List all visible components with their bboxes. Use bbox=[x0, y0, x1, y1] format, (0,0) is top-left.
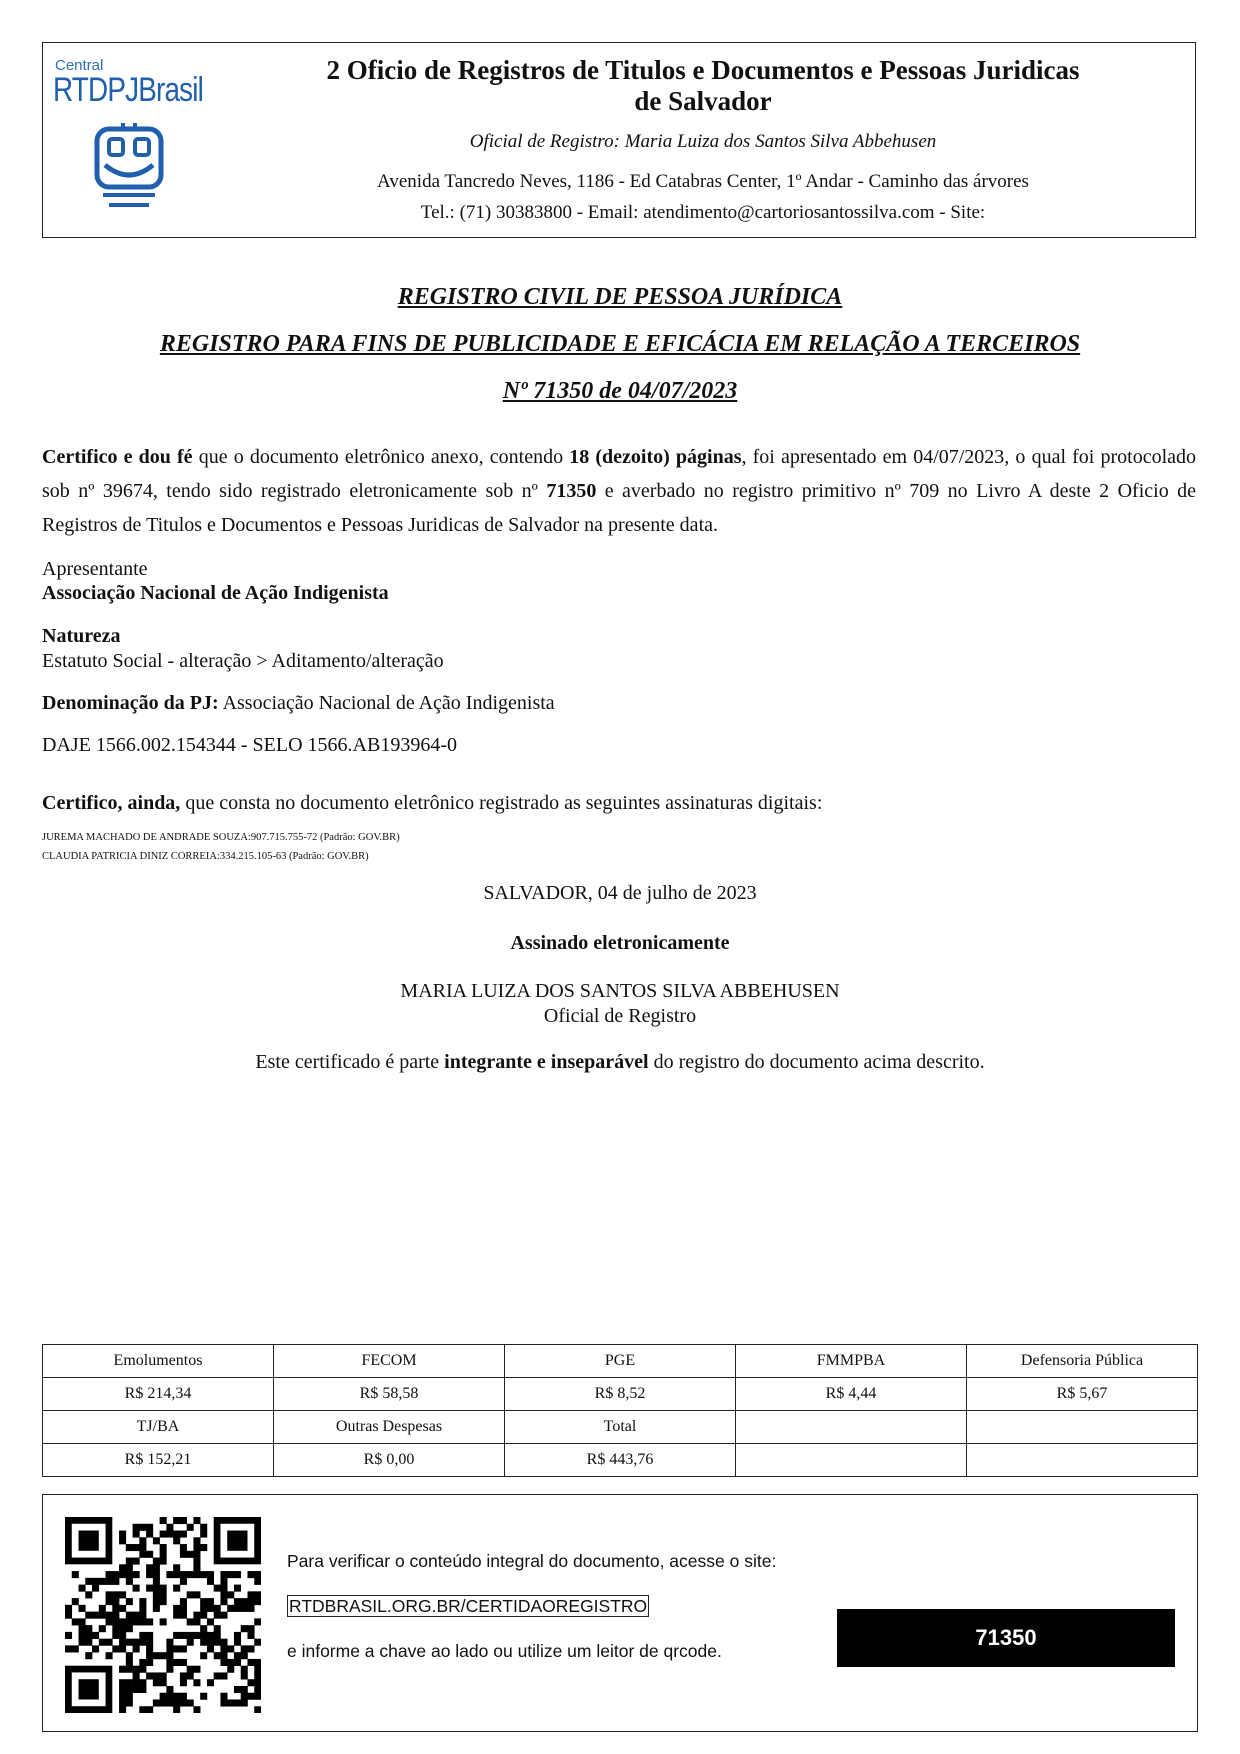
cert-text-3: e averbado no registro primitivo nº 709 no Livro A deste 2 Oficio de Registros de Titulos e Documentos e Pessoas Juridicas de Salvador na presente data. bbox=[42, 480, 1197, 536]
fee-value-cell: R$ 214,34 bbox=[43, 1378, 274, 1411]
office-title-line-2: de Salvador bbox=[634, 86, 772, 116]
table-row bbox=[43, 1411, 1198, 1444]
fee-header-cell bbox=[736, 1411, 967, 1444]
note-text-c: do registro do documento acima descrito. bbox=[648, 1051, 985, 1073]
office-title-line-1: 2 Oficio de Registros de Titulos e Documentos e Pessoas Juridicas bbox=[326, 55, 1080, 85]
signed-electronically: Assinado eletronicamente bbox=[510, 932, 730, 954]
pj-value: Associação Nacional de Ação Indigenista bbox=[218, 692, 555, 714]
digital-signature-2: CLAUDIA PATRICIA DINIZ CORREIA:334.215.105-63 (Padrão: GOV.BR) bbox=[42, 851, 369, 862]
presenter-label: Apresentante bbox=[42, 558, 148, 580]
fee-header-cell: PGE bbox=[505, 1345, 736, 1378]
verify-key-instructions: e informe a chave ao lado ou utilize um leitor de qrcode. bbox=[287, 1641, 722, 1661]
fee-value-cell: R$ 8,52 bbox=[505, 1378, 736, 1411]
office-address: Avenida Tancredo Neves, 1186 - Ed Catabras Center, 1º Andar - Caminho das árvores bbox=[377, 171, 1029, 192]
fee-value-cell bbox=[967, 1444, 1198, 1477]
fee-header-cell: Outras Despesas bbox=[274, 1411, 505, 1444]
office-contact: Tel.: (71) 30383800 - Email: atendimento@cartoriosantossilva.com - Site: bbox=[420, 202, 986, 223]
document-subtitle: REGISTRO PARA FINS DE PUBLICIDADE E EFICÁCIA EM RELAÇÃO A TERCEIROS bbox=[159, 331, 1081, 357]
nature-label: Natureza bbox=[42, 625, 121, 647]
signatures-intro-bold: Certifico, ainda, bbox=[42, 792, 181, 814]
fees-table bbox=[42, 1344, 1198, 1477]
document-title: REGISTRO CIVIL DE PESSOA JURÍDICA bbox=[397, 284, 843, 310]
fee-header-cell: Emolumentos bbox=[43, 1345, 274, 1378]
fee-header-cell: FMMPBA bbox=[736, 1345, 967, 1378]
signatures-intro bbox=[42, 792, 822, 815]
cert-bold-2: 18 (dezoito) páginas bbox=[569, 446, 742, 468]
fee-header-cell: Defensoria Pública bbox=[967, 1345, 1198, 1378]
cert-text-1: que o documento eletrônico anexo, contendo bbox=[192, 446, 570, 468]
cert-bold-3: 71350 bbox=[546, 480, 597, 502]
fee-value-cell: R$ 5,67 bbox=[967, 1378, 1198, 1411]
table-row bbox=[43, 1444, 1198, 1477]
fee-header-cell: FECOM bbox=[274, 1345, 505, 1378]
table-row bbox=[43, 1378, 1198, 1411]
qr-code-icon[interactable] bbox=[65, 1517, 261, 1713]
registrar-role: Oficial de Registro bbox=[543, 1005, 697, 1027]
fee-header-cell bbox=[967, 1411, 1198, 1444]
fee-value-cell: R$ 4,44 bbox=[736, 1378, 967, 1411]
signatures-intro-text: que consta no documento eletrônico registrado as seguintes assinaturas digitais: bbox=[180, 792, 823, 814]
cert-bold-1: Certifico e dou fé bbox=[42, 446, 193, 468]
daje-selo: DAJE 1566.002.154344 - SELO 1566.AB193964-0 bbox=[42, 734, 457, 756]
verification-key: 71350 bbox=[837, 1609, 1175, 1667]
logo-brand-text: RTDPJBrasil bbox=[53, 71, 204, 109]
pj-label: Denominação da PJ: bbox=[42, 692, 219, 714]
fee-header-cell: Total bbox=[505, 1411, 736, 1444]
note-text-bold: integrante e inseparável bbox=[444, 1051, 649, 1073]
verify-site-url[interactable]: RTDBRASIL.ORG.BR/CERTIDAOREGISTRO bbox=[289, 1596, 648, 1616]
logo-small-text: Central bbox=[55, 57, 104, 74]
cert-text-2: , foi apresentado em 04/07/2023, o qual foi protocolado sob nº 39674, tendo sido registrado eletronicamente sob nº bbox=[42, 446, 1197, 502]
certificate-note bbox=[0, 1051, 1240, 1074]
fee-value-cell: R$ 0,00 bbox=[274, 1444, 505, 1477]
table-row bbox=[43, 1345, 1198, 1378]
nature-value: Estatuto Social - alteração > Aditamento/alteração bbox=[42, 650, 444, 672]
verification-box bbox=[42, 1494, 1198, 1732]
office-title bbox=[243, 55, 1163, 117]
certificate-paragraph bbox=[42, 440, 1196, 542]
fee-value-cell: R$ 152,21 bbox=[43, 1444, 274, 1477]
registrar-name: MARIA LUIZA DOS SANTOS SILVA ABBEHUSEN bbox=[400, 980, 840, 1002]
rtdpj-brasil-logo bbox=[53, 57, 203, 227]
digital-signature-1: JUREMA MACHADO DE ANDRADE SOUZA:907.715.755-72 (Padrão: GOV.BR) bbox=[42, 832, 400, 843]
registration-number: Nº 71350 de 04/07/2023 bbox=[502, 378, 738, 404]
verify-instructions: Para verificar o conteúdo integral do documento, acesse o site: bbox=[287, 1551, 777, 1571]
officer-name: Oficial de Registro: Maria Luiza dos Santos Silva Abbehusen bbox=[469, 131, 937, 152]
fee-value-cell bbox=[736, 1444, 967, 1477]
fee-header-cell: TJ/BA bbox=[43, 1411, 274, 1444]
note-text-a: Este certificado é parte bbox=[255, 1051, 445, 1073]
header-box bbox=[42, 42, 1196, 238]
fee-value-cell: R$ 58,58 bbox=[274, 1378, 505, 1411]
logo-emblem-icon bbox=[93, 123, 165, 213]
place-date: SALVADOR, 04 de julho de 2023 bbox=[483, 882, 757, 904]
fee-value-cell: R$ 443,76 bbox=[505, 1444, 736, 1477]
verify-site-link[interactable] bbox=[287, 1596, 649, 1617]
pj-denomination bbox=[42, 692, 555, 715]
presenter-value: Associação Nacional de Ação Indigenista bbox=[42, 582, 389, 604]
